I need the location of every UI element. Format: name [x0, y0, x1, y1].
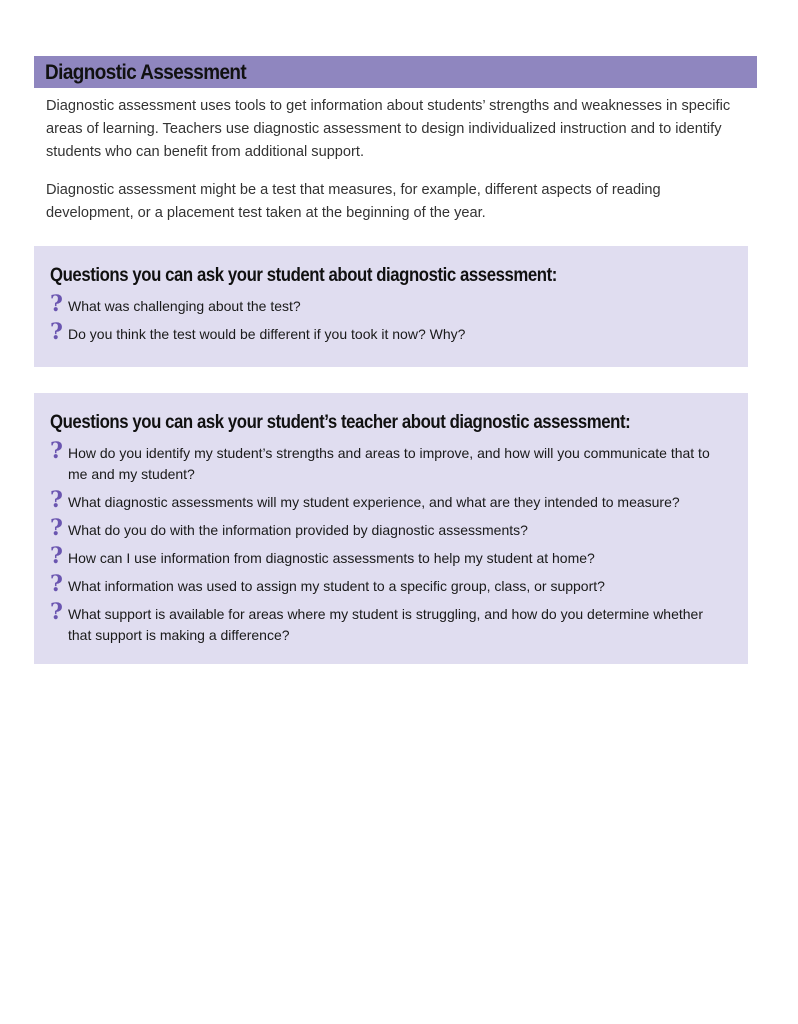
intro-paragraph-2: Diagnostic assessment might be a test that measures, for example, different aspects of reading development, or a placement test taken at the beginning of the year. — [46, 182, 661, 221]
intro-paragraph-1: Diagnostic assessment uses tools to get information about students’ strengths and weaknesses in specific areas of learning. Teachers use diagnostic assessment to design individualized instruction and to identify students who can benefit from additional support. — [46, 98, 731, 160]
question-text: How do you identify my student’s strengths and areas to improve, and how will you communicate that to me and my student? — [68, 445, 710, 482]
intro-text — [46, 95, 746, 225]
student-questions-panel — [34, 246, 748, 367]
question-mark-icon: ? — [50, 543, 63, 569]
question-text: How can I use information from diagnostic assessments to help my student at home? — [68, 550, 595, 566]
question-mark-icon: ? — [50, 515, 63, 541]
teacher-questions-list — [50, 438, 720, 653]
list-item — [50, 291, 720, 317]
question-text: Do you think the test would be different if you took it now? Why? — [68, 326, 466, 342]
question-mark-icon: ? — [50, 571, 63, 597]
section-header-band — [34, 56, 757, 88]
teacher-questions-heading: Questions you can ask your student’s teacher about diagnostic assessment: — [50, 411, 631, 433]
student-questions-heading: Questions you can ask your student about diagnostic assessment: — [50, 264, 557, 286]
list-item — [50, 319, 720, 345]
list-item — [50, 543, 720, 569]
question-text: What do you do with the information provided by diagnostic assessments? — [68, 522, 528, 538]
page-title: Diagnostic Assessment — [45, 61, 247, 84]
question-text: What was challenging about the test? — [68, 298, 301, 314]
list-item — [50, 571, 720, 597]
list-item — [50, 487, 720, 513]
list-item — [50, 438, 720, 485]
question-mark-icon: ? — [50, 319, 63, 345]
question-text: What support is available for areas where my student is struggling, and how do you determine whether that support is making a difference? — [68, 606, 704, 643]
list-item — [50, 599, 720, 646]
question-text: What information was used to assign my student to a specific group, class, or support? — [68, 578, 605, 594]
question-mark-icon: ? — [50, 487, 63, 513]
teacher-questions-panel — [34, 393, 748, 664]
question-mark-icon: ? — [50, 438, 63, 464]
question-mark-icon: ? — [50, 599, 63, 625]
list-item — [50, 515, 720, 541]
question-text: What diagnostic assessments will my student experience, and what are they intended to measure? — [68, 494, 680, 510]
question-mark-icon: ? — [50, 291, 63, 317]
student-questions-list — [50, 291, 720, 352]
